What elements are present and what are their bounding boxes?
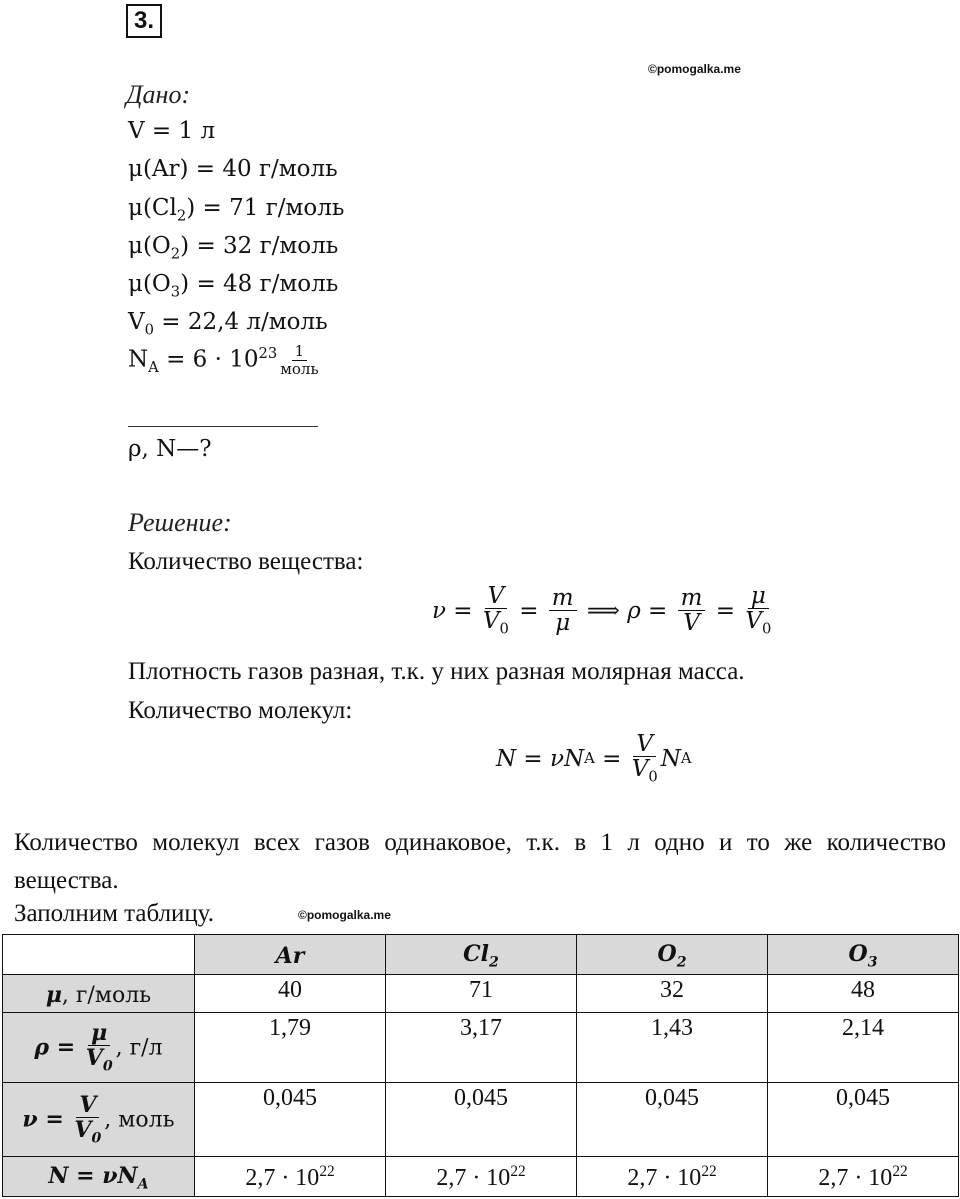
- task-number: 3.: [126, 4, 162, 38]
- molecules-label: Количество молекул:: [128, 697, 353, 724]
- table-cell: 2,14: [768, 1013, 959, 1083]
- header-o2: $O_2$: [577, 935, 768, 975]
- table-cell: 1,43: [577, 1013, 768, 1083]
- row-label-n: $N = \nu N_A$: [3, 1157, 195, 1197]
- table-cell: 0,045: [386, 1083, 577, 1157]
- given-molar-volume: $V_0 = 22,4$ л/моль: [128, 309, 328, 339]
- given-mu-o2: $\mu(O_2) = 32$ г/моль: [128, 233, 339, 263]
- table-cell: 71: [386, 975, 577, 1013]
- given-divider: [128, 426, 318, 427]
- fill-table-label: Заполним таблицу.: [14, 900, 215, 927]
- given-mu-o3: $\mu(O_3) = 48$ г/моль: [128, 271, 339, 301]
- watermark: ©pomogalka.me: [648, 62, 741, 76]
- find-line: ρ, N—?: [128, 436, 212, 462]
- header-o3: $O_3$: [768, 935, 959, 975]
- given-mu-cl2: $\mu(Cl_2) = 71$ г/моль: [128, 195, 345, 225]
- table-cell: 0,045: [195, 1083, 386, 1157]
- table-cell: 48: [768, 975, 959, 1013]
- table-cell: 0,045: [768, 1083, 959, 1157]
- table-cell: $2,7 \cdot 10^{22}$: [195, 1157, 386, 1197]
- molecules-formula: N = ν N A = $\frac{V}{V_0}$ N A: [496, 731, 692, 786]
- amount-label: Количество вещества:: [128, 548, 364, 575]
- conclusion-text: Количество молекул всех газов одинаковое, т.к. в 1 л одно и то же количество вещества.: [14, 829, 946, 894]
- table-cell: 1,79: [195, 1013, 386, 1083]
- table-cell: 3,17: [386, 1013, 577, 1083]
- table-row: [3, 975, 959, 1013]
- density-note: Плотность газов разная, т.к. у них разная молярная масса.: [128, 658, 745, 685]
- solution-heading: Решение:: [128, 508, 232, 537]
- table-corner: [3, 935, 195, 975]
- table-header-row: [3, 935, 959, 975]
- table-cell: 0,045: [577, 1083, 768, 1157]
- table-cell: $2,7 \cdot 10^{22}$: [577, 1157, 768, 1197]
- header-cl2: $Cl_2$: [386, 935, 577, 975]
- given-mu-ar: μ(Ar) = 40 г/моль: [128, 156, 338, 182]
- table-cell: $2,7 \cdot 10^{22}$: [768, 1157, 959, 1197]
- row-label-mu: μ, г/моль: [3, 975, 195, 1013]
- header-ar: Ar: [195, 935, 386, 975]
- table-cell: 40: [195, 975, 386, 1013]
- table-cell: 32: [577, 975, 768, 1013]
- row-label-rho: ρ = $\frac{\mu}{V_0}$ , г/л: [3, 1013, 195, 1083]
- given-avogadro: $N_A = 6 \cdot 10^{23}$ $\frac{1}{\text{моль}}$: [128, 342, 319, 378]
- table-cell: $2,7 \cdot 10^{22}$: [386, 1157, 577, 1197]
- row-label-nu: ν = $\frac{V}{V_0}$ , моль: [3, 1083, 195, 1157]
- table-row: [3, 1013, 959, 1083]
- given-volume: V = 1 л: [128, 118, 216, 144]
- watermark-2: ©pomogalka.me: [298, 908, 391, 922]
- results-table: [2, 934, 959, 1197]
- table-row: [3, 1157, 959, 1197]
- given-heading: Дано:: [126, 80, 191, 109]
- amount-formula: ν = $\frac{V}{V_0}$ = $\frac{m}{\mu}$ ⟹ ρ = $\frac{m}{V}$ = $\frac{\mu}{V_0}$: [432, 583, 772, 638]
- table-row: [3, 1083, 959, 1157]
